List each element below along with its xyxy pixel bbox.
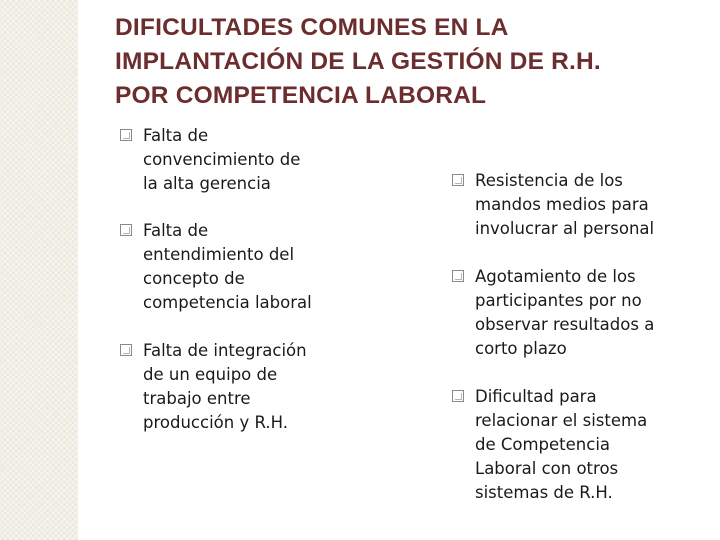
bullet-line: mandos medios para bbox=[475, 195, 649, 214]
bullet-text bbox=[475, 385, 647, 505]
bullet-line: corto plazo bbox=[475, 339, 567, 358]
bullet-line: Falta de integración bbox=[143, 341, 307, 360]
bullet-line: concepto de bbox=[143, 269, 245, 288]
bullet-item-convencimiento bbox=[120, 124, 300, 196]
square-bullet-icon bbox=[452, 174, 464, 186]
bullet-item-integracion bbox=[120, 339, 307, 435]
bullet-text bbox=[143, 124, 300, 196]
bullet-line: sistemas de R.H. bbox=[475, 483, 613, 502]
bullet-line: convencimiento de bbox=[143, 150, 301, 169]
square-bullet-icon bbox=[120, 129, 132, 141]
square-bullet-icon bbox=[120, 224, 132, 236]
bullet-text bbox=[143, 339, 307, 435]
square-bullet-icon bbox=[452, 390, 464, 402]
bullet-line: Dificultad para bbox=[475, 387, 597, 406]
bullet-line: Resistencia de los bbox=[475, 171, 623, 190]
square-bullet-icon bbox=[120, 344, 132, 356]
bullet-line: Falta de bbox=[143, 126, 209, 145]
bullet-line: Agotamiento de los bbox=[475, 267, 636, 286]
bullet-line: la alta gerencia bbox=[143, 174, 271, 193]
title-line: POR COMPETENCIA LABORAL bbox=[115, 82, 487, 109]
bullet-line: de Competencia bbox=[475, 435, 611, 454]
bullet-line: entendimiento del bbox=[143, 245, 295, 264]
bullet-item-entendimiento bbox=[120, 219, 312, 315]
bullet-item-resistencia bbox=[452, 169, 654, 241]
bullet-line: Falta de bbox=[143, 221, 209, 240]
decorative-side-strip bbox=[0, 0, 78, 540]
bullet-line: competencia laboral bbox=[143, 293, 312, 312]
bullet-item-agotamiento bbox=[452, 265, 654, 361]
bullet-line: involucrar al personal bbox=[475, 219, 655, 238]
slide-title bbox=[115, 11, 695, 113]
bullet-line: observar resultados a bbox=[475, 315, 655, 334]
bullet-text bbox=[143, 219, 312, 315]
bullet-line: participantes por no bbox=[475, 291, 642, 310]
square-bullet-icon bbox=[452, 270, 464, 282]
bullet-line: relacionar el sistema bbox=[475, 411, 648, 430]
bullet-line: producción y R.H. bbox=[143, 413, 288, 432]
bullet-line: trabajo entre bbox=[143, 389, 251, 408]
title-line: DIFICULTADES COMUNES EN LA bbox=[115, 14, 509, 41]
bullet-line: de un equipo de bbox=[143, 365, 278, 384]
bullet-item-dificultad bbox=[452, 385, 647, 505]
bullet-text bbox=[475, 169, 654, 241]
bullet-line: Laboral con otros bbox=[475, 459, 619, 478]
title-line: IMPLANTACIÓN DE LA GESTIÓN DE R.H. bbox=[115, 48, 601, 75]
bullet-text bbox=[475, 265, 654, 361]
